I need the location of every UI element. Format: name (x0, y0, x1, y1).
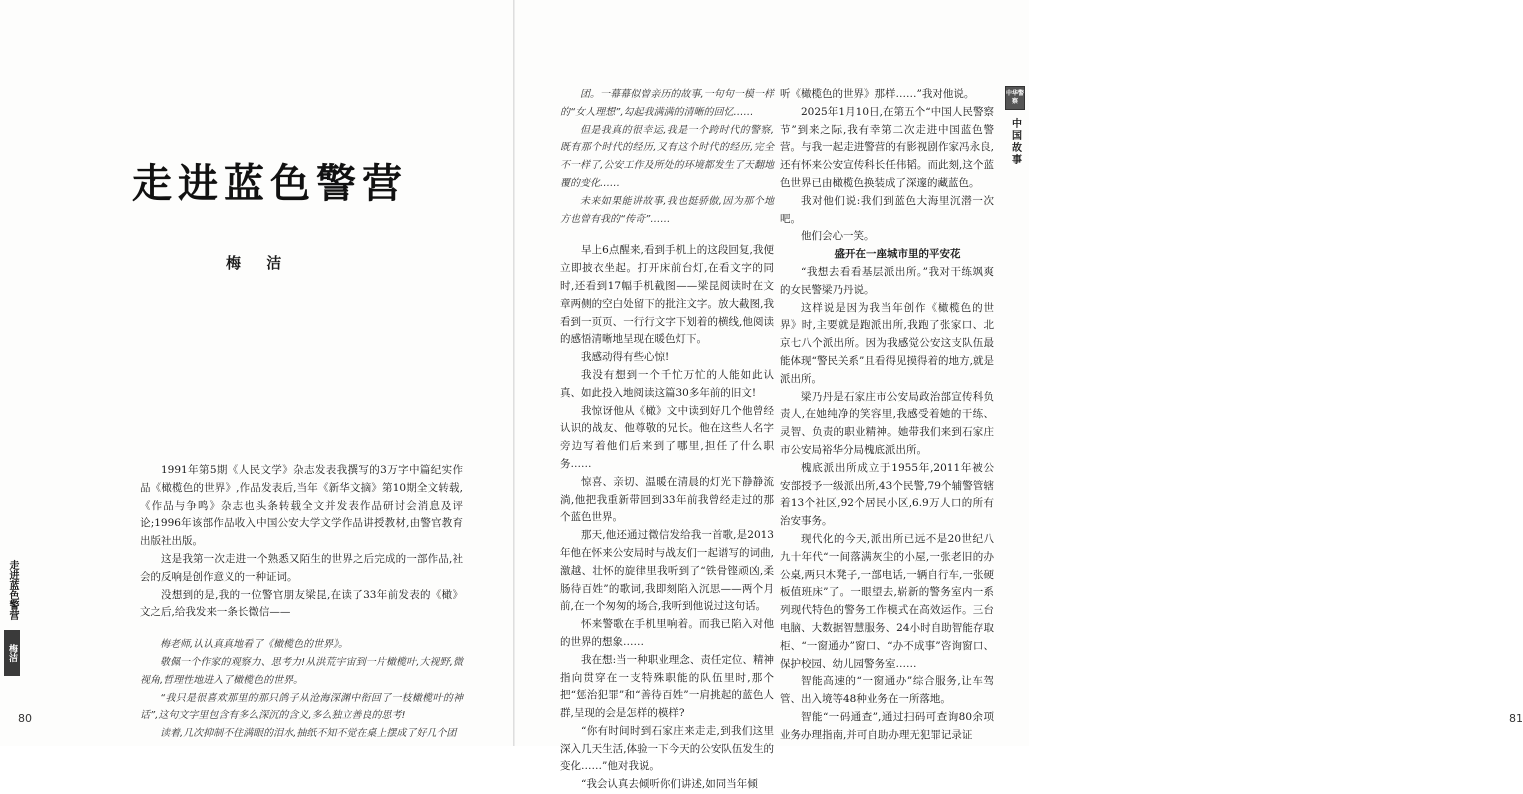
author-badge (4, 630, 20, 676)
paragraph: 我在想:当一种职业理念、责任定位、精神指向贯穿在一支特殊职能的队伍里时,那个把“惩治犯罪”和“善待百姓”一肩挑起的蓝色人群,呈现的会是怎样的模样? (560, 653, 774, 720)
paragraph: 早上6点醒来,看到手机上的这段回复,我便立即披衣坐起。打开床前台灯,在看文字的同时,还看到17幅手机截图——梁昆阅读时在文章两侧的空白处留下的批注文字。放大截图,我看到一页页、一行行文字下划着的横线,他阅读的感悟清晰地呈现在暖色灯下。 (560, 244, 774, 346)
paragraph: 惊喜、亲切、温暖在清晨的灯光下静静流淌,他把我重新带回到33年前我曾经走过的那个蓝色世界。 (560, 475, 774, 524)
letter-line: 敬佩一个作家的观察力、思考力!从洪荒宇宙到一片橄榄叶,大视野,微视角,哲理性地进入了橄榄色的世界。 (140, 656, 463, 686)
side-tab-text: 走进蓝色警营 (7, 560, 18, 620)
paragraph: 那天,他还通过微信发给我一首歌,是2013年他在怀来公安局时与战友们一起谱写的词曲,激越、壮怀的旋律里我听到了“铁骨铿顽凶,柔肠待百姓”的歌词,我即刻陷入沉思——两个月前,在一个匆匆的场合,我听到他说过这句话。 (560, 529, 774, 613)
letter-line: 但是我真的很幸运,我是一个跨时代的警察,既有那个时代的经历,又有这个时代的经历,完全不一样了,公安工作及所处的环境都发生了天翻地覆的变化…… (560, 124, 774, 189)
left-page (0, 0, 514, 746)
paragraph: 梁乃丹是石家庄市公安局政治部宣传科负责人,在她纯净的笑容里,我感受着她的干练、灵智、负责的职业精神。她带我们来到石家庄市公安局裕华分局槐底派出所。 (780, 390, 994, 456)
right-page-column-1 (560, 86, 774, 794)
right-page-column-2 (780, 86, 994, 744)
paragraph: 现代化的今天,派出所已远不是20世纪八九十年代“一间落满灰尘的小屋,一张老旧的办公桌,两只木凳子,一部电话,一辆自行车,一张硬板值班床”了。一眼望去,崭新的警务室内一系列现代特色的警务工作模式在高效运作。三台电脑、大数据智慧服务、24小时自助智能存取柜、“一窗通办”窗口、“办不成事”咨询窗口、保护校园、幼儿园警务室…… (780, 532, 994, 670)
section-tab-text: 中国故事 (1009, 118, 1021, 166)
letter-line: “我只是很喜欢那里的那只鸽子从沧海深渊中衔回了一枝橄榄叶的神话”,这句文字里包含有多么深沉的含义,多么独立善良的思考! (140, 692, 463, 722)
left-side-tab (4, 560, 20, 676)
page-number-right: 81 (1509, 712, 1523, 725)
paragraph: “我想去看看基层派出所。”我对干练飒爽的女民警梁乃丹说。 (780, 265, 994, 296)
paragraph: 我感动得有些心惊! (581, 351, 670, 364)
letter-line: 读着,几次抑制不住满眼的泪水,抽纸不知不觉在桌上摆成了好几个团 (160, 728, 457, 740)
paragraph: 1991年第5期《人民文学》杂志发表我撰写的3万字中篇纪实作品《橄榄色的世界》,作品发表后,当年《新华文摘》第10期全文转载,《作品与争鸣》杂志也头条转载全文并发表作品研讨会消息及评论;1996年该部作品收入中国公安大学文学作品讲授教材,由警官教育出版社出版。 (140, 464, 463, 548)
page-number-left: 80 (18, 712, 32, 725)
article-title: 走进蓝色警营 (132, 161, 408, 207)
paragraph: 没想到的是,我的一位警官朋友梁昆,在读了33年前发表的《橄》文之后,给我发来一条长微信—— (140, 588, 463, 619)
letter-line: 梅老师,认认真真地看了《橄榄色的世界》。 (160, 639, 349, 651)
paragraph: 槐底派出所成立于1955年,2011年被公安部授予一级派出所,43个民警,79个辅警管辖着13个社区,92个居民小区,6.9万人口的所有治安事务。 (780, 461, 994, 528)
paragraph: 我没有想到一个千忙万忙的人能如此认真、如此投入地阅读这篇30多年前的旧文! (560, 368, 774, 399)
paragraph: “我会认真去倾听你们讲述,如同当年倾 (581, 778, 758, 791)
right-side-tab (1005, 86, 1025, 169)
paragraph: 这样说是因为我当年创作《橄榄色的世界》时,主要就是跑派出所,我跑了张家口、北京七八个派出所。因为我感觉公安这支队伍最能体现“警民关系”且看得见摸得着的地方,就是派出所。 (780, 301, 994, 385)
paragraph: “你有时间时到石家庄来走走,到我们这里深入几天生活,体验一下今天的公安队伍发生的变化……”他对我说。 (560, 724, 774, 773)
paragraph: 我惊讶他从《橄》文中读到好几个他曾经认识的战友、他尊敬的兄长。他在这些人名字旁边写着他们后来到了哪里,担任了什么职务…… (560, 404, 774, 470)
paragraph: 他们会心一笑。 (801, 230, 875, 243)
author-badge-text: 梅洁 (7, 644, 17, 662)
paragraph: 我对他们说:我们到蓝色大海里沉潜一次吧。 (780, 194, 994, 225)
paragraph: 2025年1月10日,在第五个“中国人民警察节”到来之际,我有幸第二次走进中国蓝色警营。与我一起走进警营的有影视剧作家冯永良,还有怀来公安宣传科长任伟韬。而此刻,这个蓝色世界已由橄榄色换装成了深邃的藏蓝色。 (780, 105, 994, 189)
magazine-logo-icon: 中华警察 (1005, 86, 1025, 110)
paragraph: 智能高速的“一窗通办”综合服务,让车驾管、出入境等48种业务在一所落地。 (780, 675, 994, 706)
paragraph: 怀来警歌在手机里响着。而我已陷入对他的世界的想象…… (560, 618, 774, 648)
letter-line: 团。一幕幕似曾亲历的故事,一句句一模一样的“女人理想”,勾起我满满的清晰的回忆…… (560, 89, 774, 118)
author-name: 梅 洁 (226, 254, 292, 272)
section-subheading: 盛开在一座城市里的平安花 (834, 248, 961, 261)
paragraph: 智能“一码通查”,通过扫码可查询80余项业务办理指南,并可自助办理无犯罪记录证 (780, 710, 994, 741)
letter-line: 未来如果能讲故事,我也挺骄傲,因为那个地方也曾有我的“传奇”…… (560, 195, 774, 225)
left-body-column (140, 462, 463, 743)
paragraph: 这是我第一次走进一个熟悉又陌生的世界之后完成的一部作品,社会的反响是创作意义的一种证词。 (140, 552, 463, 583)
paragraph: 听《橄榄色的世界》那样……”我对他说。 (780, 88, 975, 100)
